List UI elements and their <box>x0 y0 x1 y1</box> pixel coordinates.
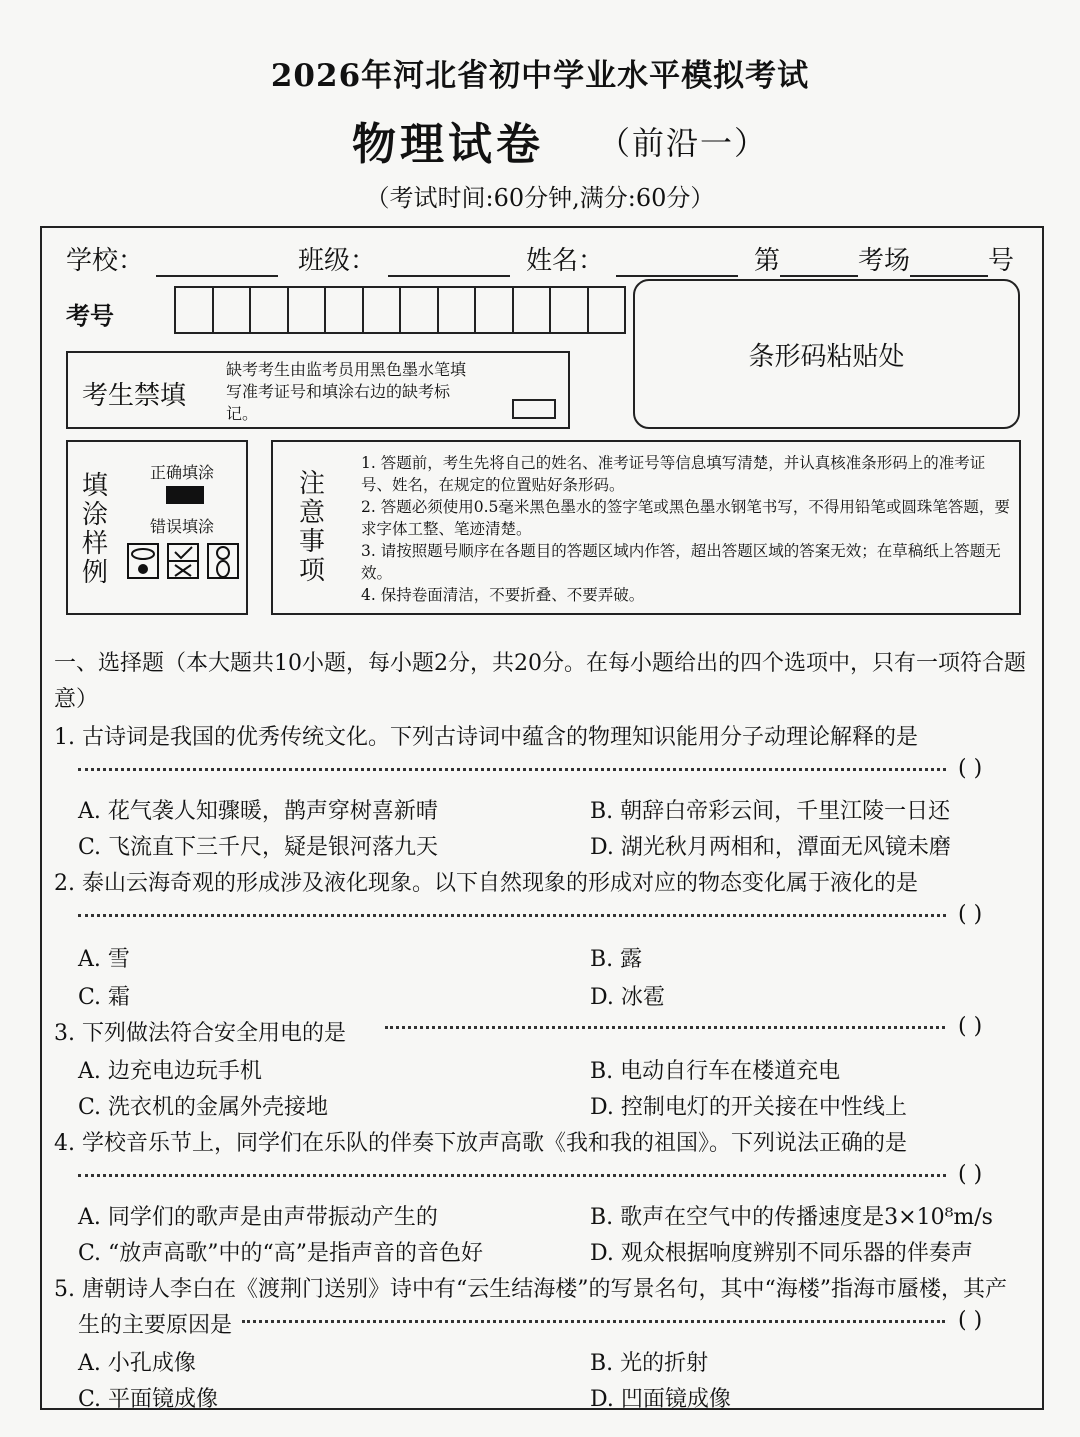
option-d[interactable]: D. 冰雹 <box>590 985 665 1010</box>
section-heading: 一、选择题（本大题共10小题，每小题2分，共20分。在每小题给出的四个选项中，只有一项符合题意） <box>54 651 1026 712</box>
option-a[interactable]: A. 同学们的歌声是由声带振动产生的 <box>78 1205 438 1230</box>
option-d[interactable]: D. 控制电灯的开关接在中性线上 <box>590 1095 907 1120</box>
answer-paren[interactable]: ( ) <box>958 756 983 781</box>
note-item: 2. 答题必须使用0.5毫米黑色墨水的签字笔或黑色墨水钢笔书写，不得用铅笔或圆珠笔答题，要求字体工整、笔迹清楚。 <box>361 498 1010 538</box>
exam-number-label: 考号 <box>66 301 114 330</box>
question-2-stem: 2. 泰山云海奇观的形成涉及液化现象。以下自然现象的形成对应的物态变化属于液化的是 <box>54 871 918 896</box>
notes-list <box>361 452 1011 606</box>
option-d[interactable]: D. 观众根据响度辨别不同乐器的伴奏声 <box>590 1241 973 1266</box>
answer-paren[interactable]: ( ) <box>958 1162 983 1187</box>
note-item: 1. 答题前，考生先将自己的姓名、准考证号等信息填写清楚，并认真核准条形码上的准考证号、姓名，在规定的位置贴好条形码。 <box>361 454 986 494</box>
exam-number-boxes[interactable] <box>176 286 626 334</box>
exam-duration-info: （考试时间:60分钟,满分:60分） <box>365 184 715 212</box>
question-5-stem-continued: 生的主要原因是 <box>78 1313 233 1338</box>
notes-char: 事 <box>298 527 325 557</box>
exam-number-digit-box[interactable] <box>324 286 364 334</box>
paper-variant: （前沿一） <box>598 124 769 162</box>
option-b[interactable]: B. 朝辞白帝彩云间，千里江陵一日还 <box>590 799 951 824</box>
notes-char: 项 <box>298 556 325 586</box>
option-a[interactable]: A. 雪 <box>78 947 130 972</box>
forbidden-label: 考生禁填 <box>82 381 187 411</box>
wrong-fill-marks-icon <box>126 542 242 582</box>
option-b[interactable]: B. 电动自行车在楼道充电 <box>590 1059 841 1084</box>
notes-char: 注 <box>298 469 325 499</box>
notes-char: 意 <box>298 498 325 528</box>
barcode-label: 条形码粘贴处 <box>748 341 905 372</box>
exam-number-digit-box[interactable] <box>549 286 589 334</box>
barcode-area <box>633 279 1020 429</box>
exam-number-digit-box[interactable] <box>474 286 514 334</box>
dotted-leader <box>385 1026 945 1029</box>
option-a[interactable]: A. 花气袭人知骤暖，鹊声穿树喜新晴 <box>78 799 438 824</box>
option-b[interactable]: B. 歌声在空气中的传播速度是3×10⁸m/s <box>590 1205 993 1230</box>
option-b[interactable]: B. 光的折射 <box>590 1351 709 1376</box>
correct-fill-mark <box>166 486 204 504</box>
question-4-stem: 4. 学校音乐节上，同学们在乐队的伴奏下放声高歌《我和我的祖国》。下列说法正确的是 <box>54 1131 907 1156</box>
correct-fill-label: 正确填涂 <box>150 463 215 482</box>
school-field[interactable] <box>66 240 278 277</box>
name-label: 姓名： <box>526 246 605 276</box>
notes-vertical-label <box>297 470 327 586</box>
fill-sample-char: 涂 <box>81 500 108 530</box>
answer-paren[interactable]: ( ) <box>958 1014 983 1039</box>
exam-number-digit-box[interactable] <box>437 286 477 334</box>
exam-number-digit-box[interactable] <box>212 286 252 334</box>
exam-title: 2026年河北省初中学业水平模拟考试 <box>270 58 810 94</box>
room-number-blank[interactable] <box>780 253 858 277</box>
fill-sample-char: 填 <box>81 471 108 501</box>
exam-number-digit-box[interactable] <box>399 286 439 334</box>
name-blank[interactable] <box>616 253 738 277</box>
exam-number-digit-box[interactable] <box>587 286 627 334</box>
exam-number-digit-box[interactable] <box>287 286 327 334</box>
exam-number-digit-box[interactable] <box>174 286 214 334</box>
fill-sample-char: 样 <box>81 529 108 559</box>
forbidden-instructions: 缺考考生由监考员用黑色墨水笔填写准考证号和填涂右边的缺考标记。 <box>226 360 467 423</box>
dotted-leader <box>78 768 946 771</box>
option-d[interactable]: D. 湖光秋月两相和，潭面无风镜未磨 <box>590 835 951 860</box>
room-prefix: 第 <box>754 246 781 276</box>
note-item: 3. 请按照题号顺序在各题目的答题区域内作答，超出答题区域的答案无效；在草稿纸上答题无效。 <box>361 542 1001 582</box>
notes-box <box>271 440 1021 615</box>
fill-sample-box <box>66 440 248 615</box>
dotted-leader <box>242 1320 945 1323</box>
option-b[interactable]: B. 露 <box>590 947 643 972</box>
option-c[interactable]: C. 平面镜成像 <box>78 1387 219 1412</box>
answer-paren[interactable]: ( ) <box>958 902 983 927</box>
room-field[interactable] <box>754 240 1014 277</box>
dotted-leader <box>78 1174 946 1177</box>
question-3-stem: 3. 下列做法符合安全用电的是 <box>54 1021 346 1046</box>
subject-title: 物理试卷 <box>352 119 544 170</box>
class-field[interactable] <box>298 240 510 277</box>
option-c[interactable]: C. “放声高歌”中的“高”是指声音的音色好 <box>78 1241 484 1266</box>
option-a[interactable]: A. 边充电边玩手机 <box>78 1059 262 1084</box>
fill-sample-vertical-label <box>80 472 110 588</box>
answer-paren[interactable]: ( ) <box>958 1308 983 1333</box>
exam-number-digit-box[interactable] <box>512 286 552 334</box>
class-label: 班级： <box>298 246 377 276</box>
question-1-stem: 1. 古诗词是我国的优秀传统文化。下列古诗词中蕴含的物理知识能用分子动理论解释的是 <box>54 725 918 750</box>
option-c[interactable]: C. 飞流直下三千尺，疑是银河落九天 <box>78 835 439 860</box>
room-middle: 考场 <box>858 246 911 276</box>
option-d[interactable]: D. 凹面镜成像 <box>590 1387 731 1412</box>
option-a[interactable]: A. 小孔成像 <box>78 1351 196 1376</box>
school-label: 学校： <box>66 246 145 276</box>
option-c[interactable]: C. 霜 <box>78 985 131 1010</box>
note-item: 4. 保持卷面清洁，不要折叠、不要弄破。 <box>361 586 645 604</box>
dotted-leader <box>78 914 946 917</box>
seat-number-blank[interactable] <box>910 253 988 277</box>
absent-mark-box[interactable] <box>512 399 556 419</box>
question-5-stem: 5. 唐朝诗人李白在《渡荆门送别》诗中有“云生结海楼”的写景名句，其中“海楼”指海市蜃楼，其产 <box>54 1277 1007 1302</box>
examinee-forbidden-box <box>66 351 570 429</box>
exam-number-digit-box[interactable] <box>362 286 402 334</box>
option-c[interactable]: C. 洗衣机的金属外壳接地 <box>78 1095 329 1120</box>
fill-sample-char: 例 <box>81 558 108 588</box>
room-suffix: 号 <box>988 246 1015 276</box>
exam-number-digit-box[interactable] <box>249 286 289 334</box>
school-blank[interactable] <box>156 253 278 277</box>
wrong-fill-label: 错误填涂 <box>150 517 215 536</box>
name-field[interactable] <box>526 240 738 277</box>
class-blank[interactable] <box>388 253 510 277</box>
